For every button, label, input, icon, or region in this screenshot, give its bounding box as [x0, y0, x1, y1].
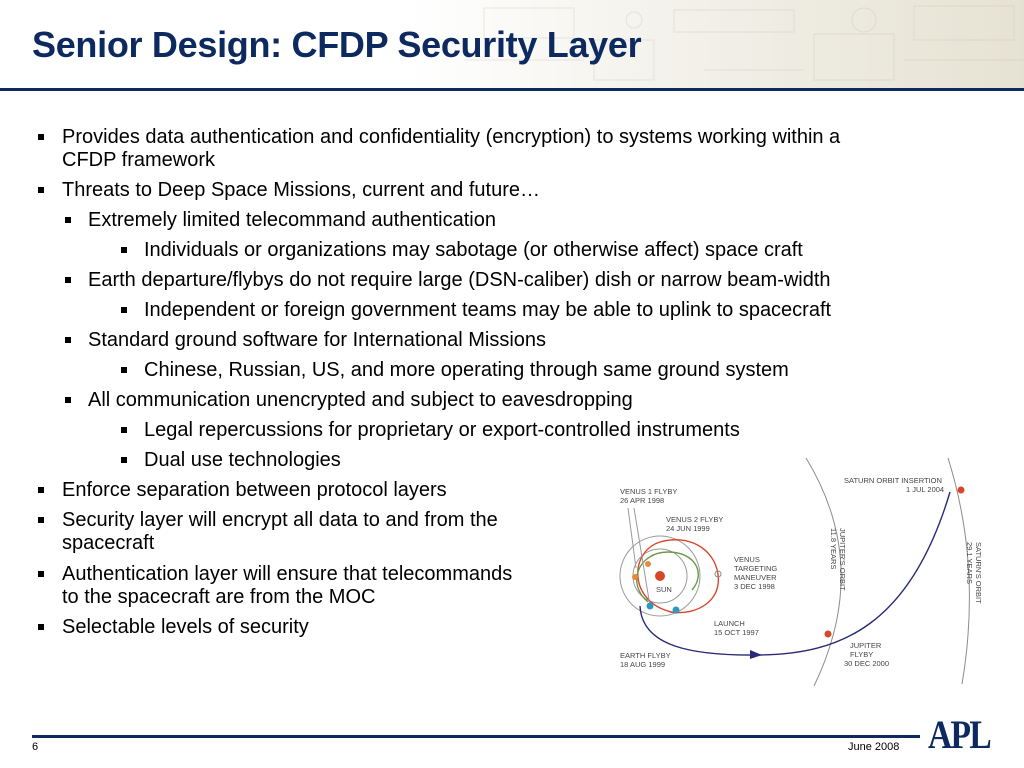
label-saturn-orbit: SATURN'S ORBIT29.1 YEARS: [965, 542, 983, 604]
bullet-text: Extremely limited telecommand authentication: [88, 209, 496, 231]
bullet-item-level-2: [0, 269, 1000, 292]
trajectory-green-loop: [637, 552, 699, 602]
bullet-text: to the spacecraft are from the MOC: [62, 586, 376, 608]
cassini-trajectory-diagram: [610, 456, 1000, 686]
bullet-item-level-1: [0, 179, 1000, 202]
svg-text:APL: APL: [928, 712, 991, 757]
bullet-square-icon: [121, 367, 127, 373]
bullet-item-level-3: [0, 299, 1000, 322]
bullet-text: Standard ground software for International Missions: [88, 329, 547, 351]
sun-marker: [655, 571, 665, 581]
label-jupiter-flyby: JUPITER FLYBY 30 DEC 2000: [844, 641, 890, 668]
bullet-item-level-2: [0, 389, 1000, 412]
bullet-item-level-2: [0, 329, 1000, 352]
bullet-square-icon: [38, 187, 44, 193]
bullet-item-level-1: [0, 126, 1000, 172]
slide-title: Senior Design: CFDP Security Layer: [32, 24, 642, 65]
jupiter-flyby-marker: [825, 631, 832, 638]
bullet-square-icon: [65, 397, 71, 403]
venus2-marker: [645, 561, 651, 567]
bullet-square-icon: [121, 427, 127, 433]
label-launch: LAUNCH 15 OCT 1997: [714, 619, 759, 637]
bullet-text: Earth departure/flybys do not require large (DSN-caliber) dish or narrow beam-width: [88, 269, 831, 291]
label-jupiter-orbit: JUPITER'S ORBIT11.8 YEARS: [829, 528, 847, 591]
bullet-text: All communication unencrypted and subject to eavesdropping: [88, 389, 633, 411]
bullet-square-icon: [38, 517, 44, 523]
saturn-insertion-marker: [958, 487, 965, 494]
label-earth-flyby: EARTH FLYBY 18 AUG 1999: [620, 651, 671, 669]
bullet-square-icon: [121, 307, 127, 313]
bullet-text: Individuals or organizations may sabotage (or otherwise affect) space craft: [144, 239, 803, 261]
label-venus1: VENUS 1 FLYBY 26 APR 1998: [620, 487, 678, 505]
bullet-text: Legal repercussions for proprietary or export-controlled instruments: [144, 419, 740, 441]
bullet-item-level-3: [0, 419, 1000, 442]
bullet-text: spacecraft: [62, 532, 155, 554]
trajectory-arrow: [750, 650, 762, 659]
bullet-square-icon: [38, 571, 44, 577]
bullet-text: Dual use technologies: [144, 449, 341, 471]
bullet-square-icon: [65, 277, 71, 283]
bullet-item-level-3: [0, 359, 1000, 382]
bullet-text: Enforce separation between protocol layers: [62, 479, 447, 501]
bullet-text: Authentication layer will ensure that telecommands: [62, 563, 513, 585]
bullet-square-icon: [65, 217, 71, 223]
jupiter-orbit-arc: [806, 458, 841, 686]
label-sun: SUN: [656, 585, 672, 594]
bullet-text: CFDP framework: [62, 149, 215, 171]
bullet-text: Selectable levels of security: [62, 616, 309, 638]
bullet-square-icon: [38, 624, 44, 630]
page-number: 6: [32, 741, 39, 753]
bullet-text: Threats to Deep Space Missions, current and future…: [62, 179, 541, 201]
bullet-square-icon: [38, 487, 44, 493]
label-targeting: VENUS TARGETING MANEUVER 3 DEC 1998: [734, 555, 778, 591]
label-saturn-insertion: SATURN ORBIT INSERTION 1 JUL 2004: [844, 476, 945, 494]
footer-divider: [32, 735, 920, 738]
label-venus2: VENUS 2 FLYBY 24 JUN 1999: [666, 515, 724, 533]
bullet-item-level-2: [0, 209, 1000, 232]
bullet-square-icon: [121, 457, 127, 463]
footer-date: June 2008: [848, 741, 900, 753]
bullet-text: Independent or foreign government teams may be able to uplink to spacecraft: [144, 299, 832, 321]
bullet-square-icon: [121, 247, 127, 253]
venus1-marker: [632, 574, 638, 580]
bullet-text: Security layer will encrypt all data to and from the: [62, 509, 498, 531]
apl-logo: [926, 712, 992, 757]
bullet-text: Provides data authentication and confidentiality (encryption) to systems working within a: [62, 126, 841, 148]
bullet-text: Chinese, Russian, US, and more operating through same ground system: [144, 359, 789, 381]
launch-marker: [673, 607, 680, 614]
bullet-square-icon: [65, 337, 71, 343]
bullet-square-icon: [38, 134, 44, 140]
earth-flyby-marker: [647, 603, 654, 610]
bullet-item-level-3: [0, 239, 1000, 262]
